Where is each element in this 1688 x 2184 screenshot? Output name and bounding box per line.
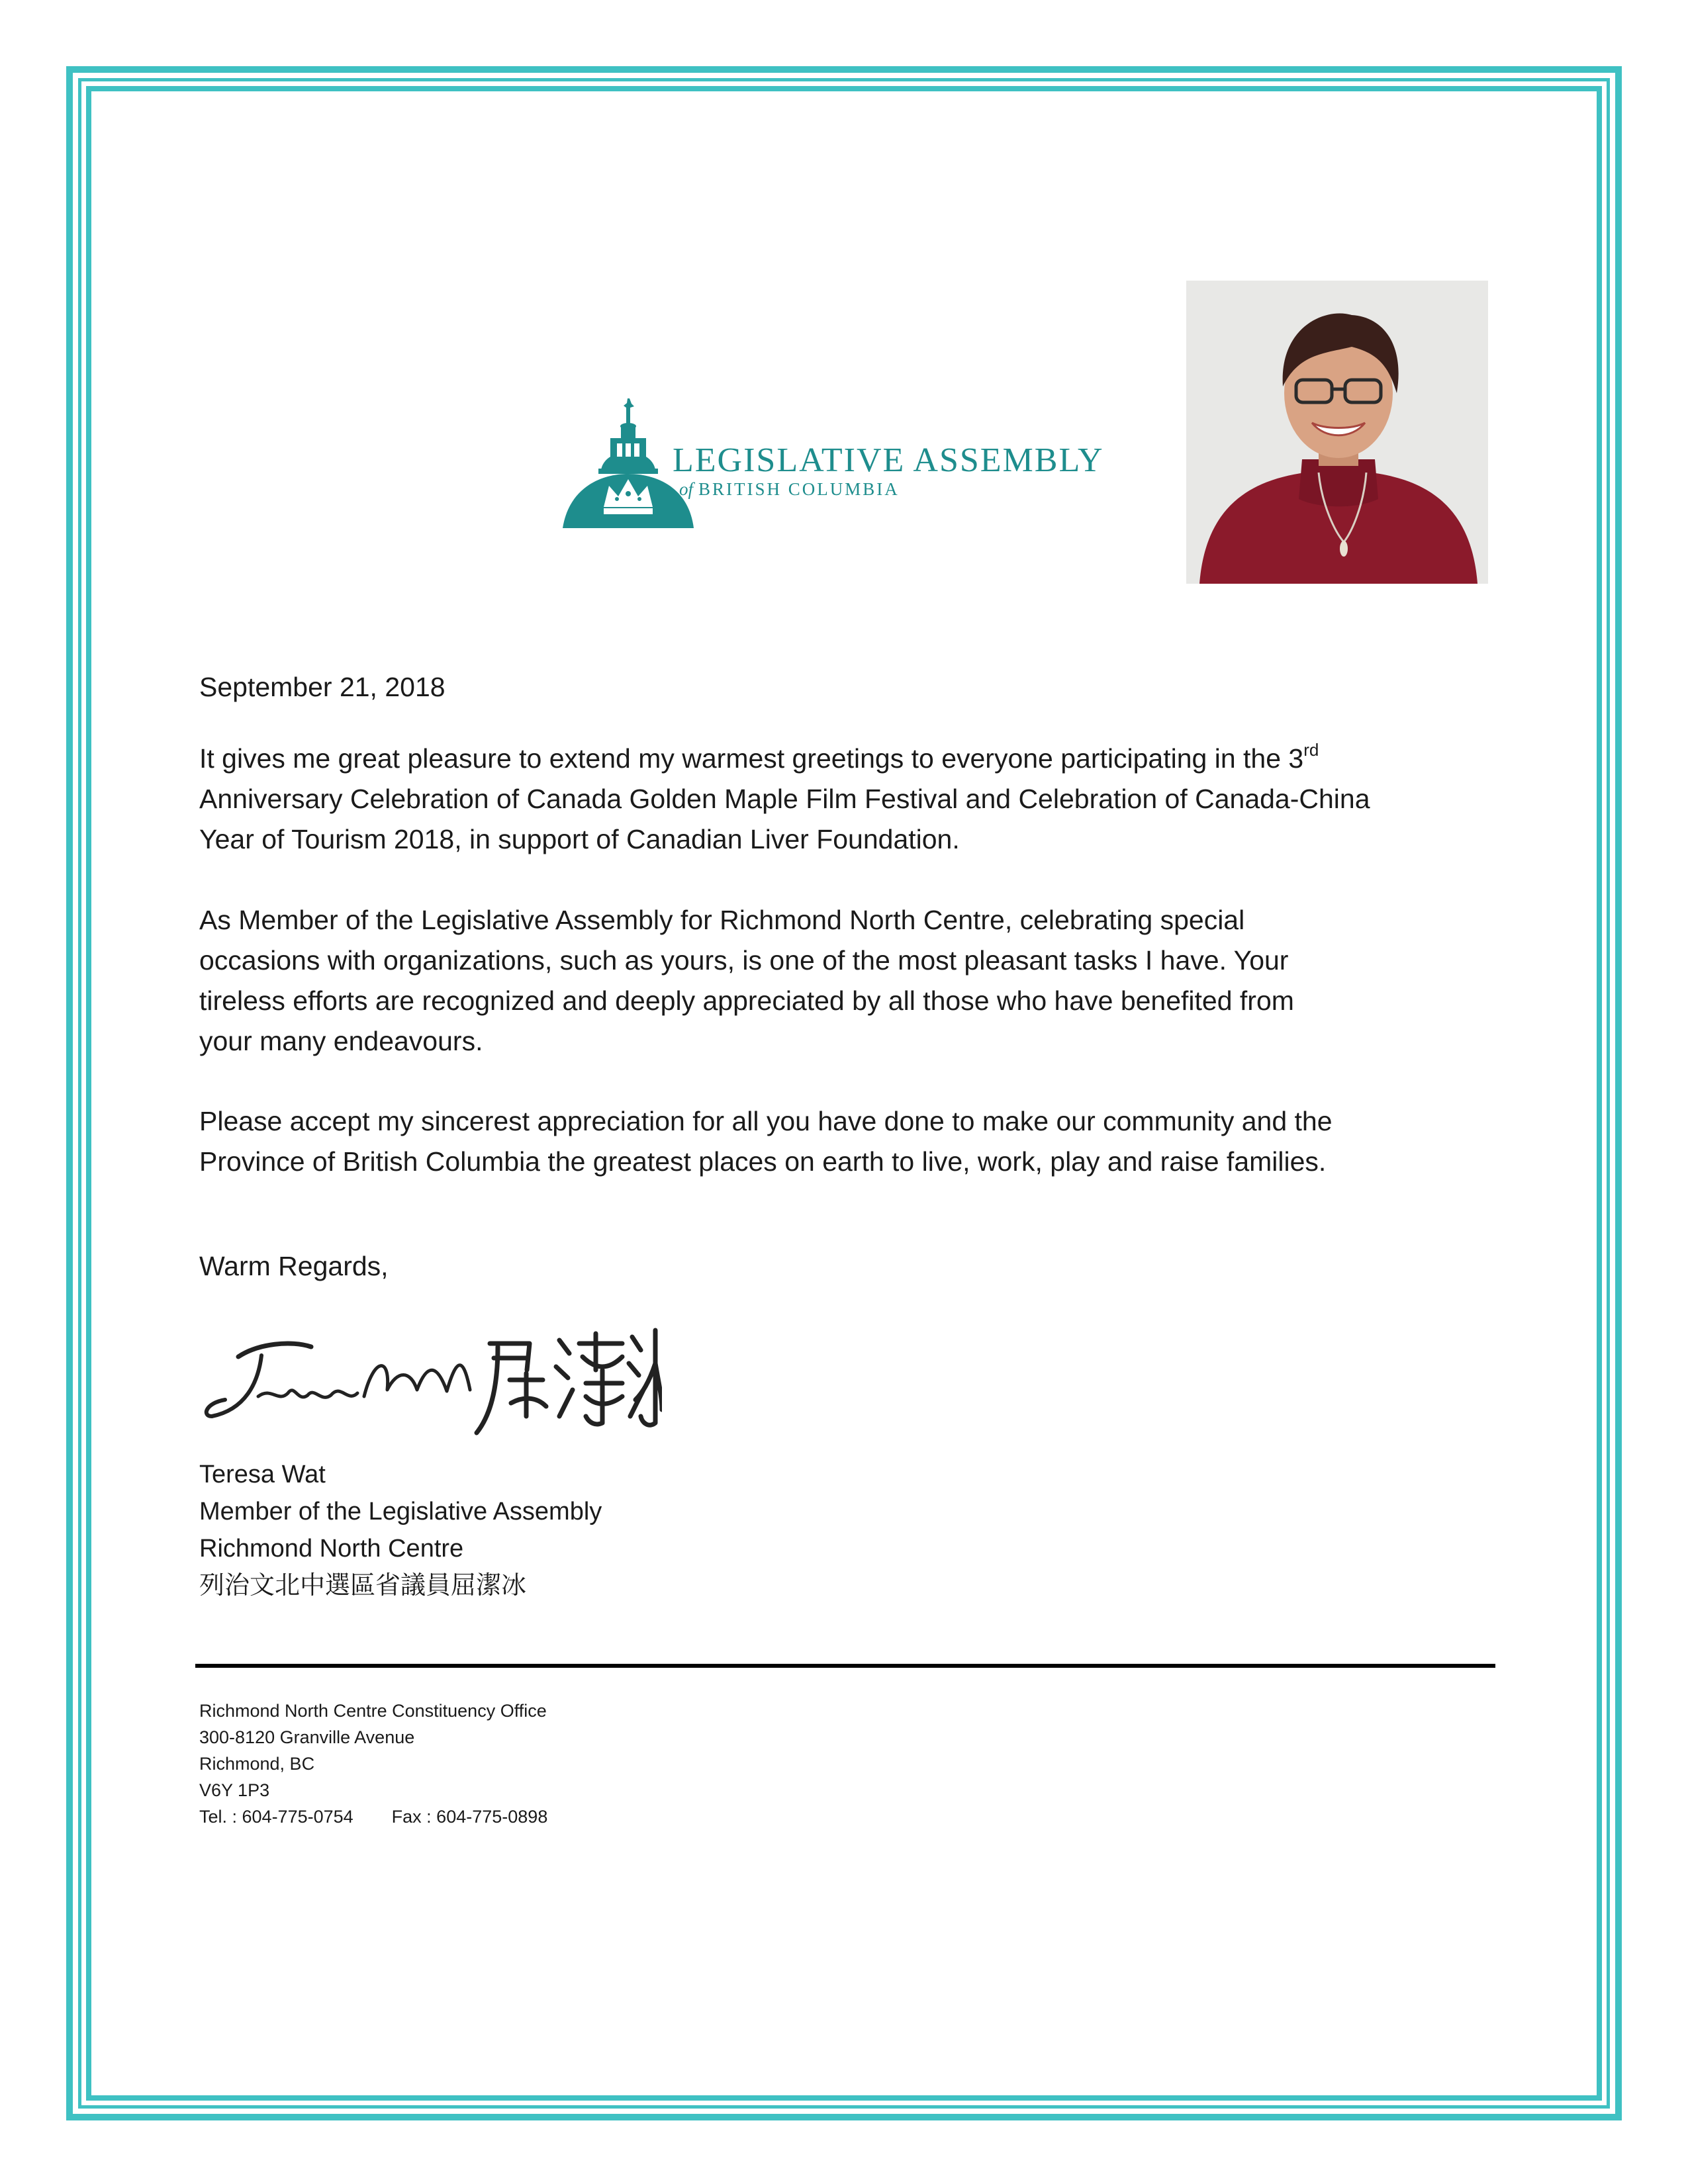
paragraph-1-line-2: Anniversary Celebration of Canada Golden Maple Film Festival and Celebration of Canada-China	[199, 784, 1370, 814]
signer-name: Teresa Wat	[199, 1461, 326, 1488]
ordinal-suffix: rd	[1303, 740, 1319, 760]
paragraph-3-line: Province of British Columbia the greatest places on earth to live, work, play and raise families.	[199, 1146, 1327, 1177]
office-name: Richmond North Centre Constituency Office	[199, 1701, 547, 1721]
legislative-assembly-logo	[563, 397, 1125, 529]
paragraph-1-line-1	[199, 739, 1490, 779]
handwritten-signature	[199, 1317, 662, 1463]
office-fax: Fax : 604-775-0898	[391, 1807, 548, 1827]
logo-subtitle	[679, 479, 900, 500]
constituency-office-address	[199, 1698, 547, 1830]
closing-salutation: Warm Regards,	[199, 1251, 389, 1281]
paragraph-2	[199, 900, 1490, 1062]
signer-block	[199, 1456, 602, 1604]
paragraph-1	[199, 739, 1490, 860]
office-city: Richmond, BC	[199, 1754, 315, 1774]
logo-subtitle-of: of	[679, 479, 694, 499]
office-tel: Tel. : 604-775-0754	[199, 1807, 353, 1827]
paragraph-2-line: occasions with organizations, such as yours, is one of the most pleasant tasks I have. Your	[199, 945, 1289, 976]
paragraph-2-line: As Member of the Legislative Assembly for Richmond North Centre, celebrating special	[199, 905, 1245, 935]
signer-riding: Richmond North Centre	[199, 1535, 464, 1563]
portrait-photo	[1186, 281, 1488, 584]
logo-subtitle-text: BRITISH COLUMBIA	[698, 479, 900, 499]
paragraph-3	[199, 1101, 1490, 1182]
signer-chinese-title: 列治文北中選區省議員屈潔冰	[199, 1572, 527, 1600]
signer-title: Member of the Legislative Assembly	[199, 1498, 602, 1525]
footer-divider	[195, 1664, 1495, 1668]
logo-title: LEGISLATIVE ASSEMBLY	[673, 441, 1104, 479]
letter-date: September 21, 2018	[199, 672, 445, 702]
office-phone-line	[199, 1803, 547, 1830]
paragraph-2-line: tireless efforts are recognized and deeply appreciated by all those who have benefited from	[199, 985, 1294, 1016]
office-street: 300-8120 Granville Avenue	[199, 1727, 415, 1747]
paragraph-2-line: your many endeavours.	[199, 1026, 483, 1056]
office-postal-code: V6Y 1P3	[199, 1780, 270, 1800]
paragraph-1-line-3: Year of Tourism 2018, in support of Canadian Liver Foundation.	[199, 824, 960, 854]
paragraph-1-line-1-text: It gives me great pleasure to extend my warmest greetings to everyone participating in the 3	[199, 743, 1304, 774]
paragraph-3-line: Please accept my sincerest appreciation for all you have done to make our community and the	[199, 1106, 1333, 1136]
